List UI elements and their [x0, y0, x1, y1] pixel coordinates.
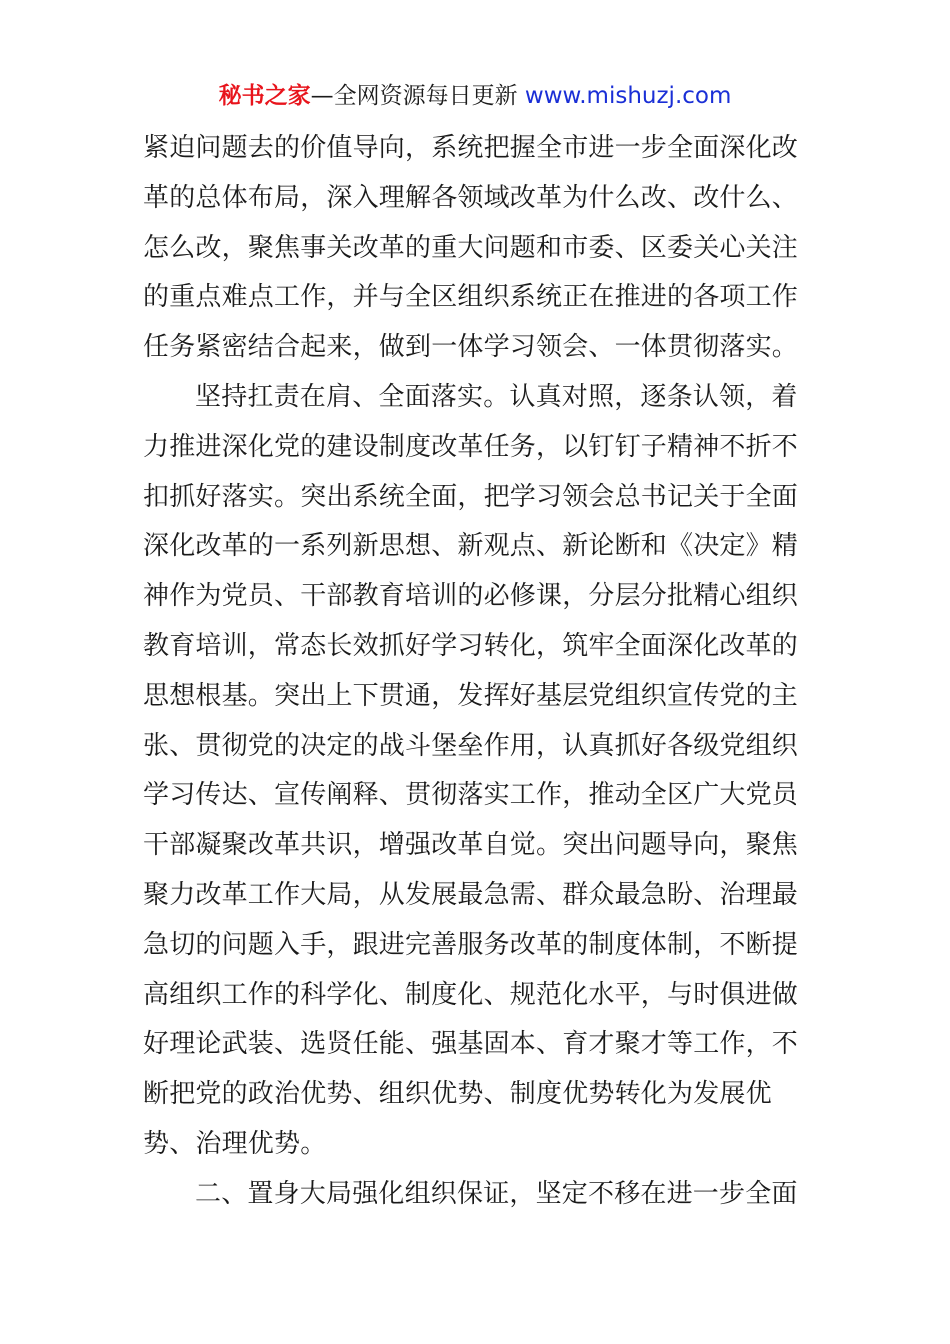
text-line: 革的总体布局，深入理解各领域改革为什么改、改什么、 [143, 182, 799, 213]
text-line: 扣抓好落实。突出系统全面，把学习领会总书记关于全面 [143, 481, 799, 512]
text-line: 神作为党员、干部教育培训的必修课，分层分批精心组织 [143, 581, 799, 612]
text-line: 高组织工作的科学化、制度化、规范化水平，与时俱进做 [143, 979, 799, 1010]
text-line: 教育培训，常态长效抓好学习转化，筑牢全面深化改革的 [143, 630, 799, 661]
text-line: 急切的问题入手，跟进完善服务改革的制度体制，不断提 [143, 929, 799, 960]
site-tagline: —全网资源每日更新 [310, 83, 518, 109]
text-line: 断把党的政治优势、组织优势、制度优势转化为发展优 [143, 1079, 772, 1110]
text-line: 的重点难点工作，并与全区组织系统正在推进的各项工作 [143, 282, 799, 313]
text-line: 张、贯彻党的决定的战斗堡垒作用，认真抓好各级党组织 [143, 730, 799, 761]
text-line: 学习传达、宣传阐释、贯彻落实工作，推动全区广大党员 [143, 780, 799, 811]
text-line: 任务紧密结合起来，做到一体学习领会、一体贯彻落实。 [143, 332, 799, 363]
text-line: 好理论武装、选贤任能、强基固本、育才聚才等工作，不 [143, 1029, 799, 1060]
text-line: 怎么改，聚焦事关改革的重大问题和市委、区委关心关注 [143, 232, 799, 263]
text-line: 深化改革的一系列新思想、新观点、新论断和《决定》精 [143, 531, 799, 562]
text-line: 思想根基。突出上下贯通，发挥好基层党组织宣传党的主 [143, 680, 799, 711]
site-header [0, 80, 950, 112]
text-line: 坚持扛责在肩、全面落实。认真对照，逐条认领，着 [195, 381, 798, 412]
site-brand: 秘书之家 [218, 83, 311, 109]
text-line: 二、置身大局强化组织保证，坚定不移在进一步全面 [195, 1178, 798, 1209]
document-body [143, 124, 808, 1220]
text-line: 势、治理优势。 [143, 1128, 327, 1159]
text-line: 聚力改革工作大局，从发展最急需、群众最急盼、治理最 [143, 879, 799, 910]
site-url-link[interactable]: www.mishuzj.com [524, 83, 732, 109]
text-line: 紧迫问题去的价值导向，系统把握全市进一步全面深化改 [143, 133, 799, 163]
text-line: 力推进深化党的建设制度改革任务，以钉钉子精神不折不 [143, 431, 799, 462]
text-line: 干部凝聚改革共识，增强改革自觉。突出问题导向，聚焦 [143, 830, 799, 861]
